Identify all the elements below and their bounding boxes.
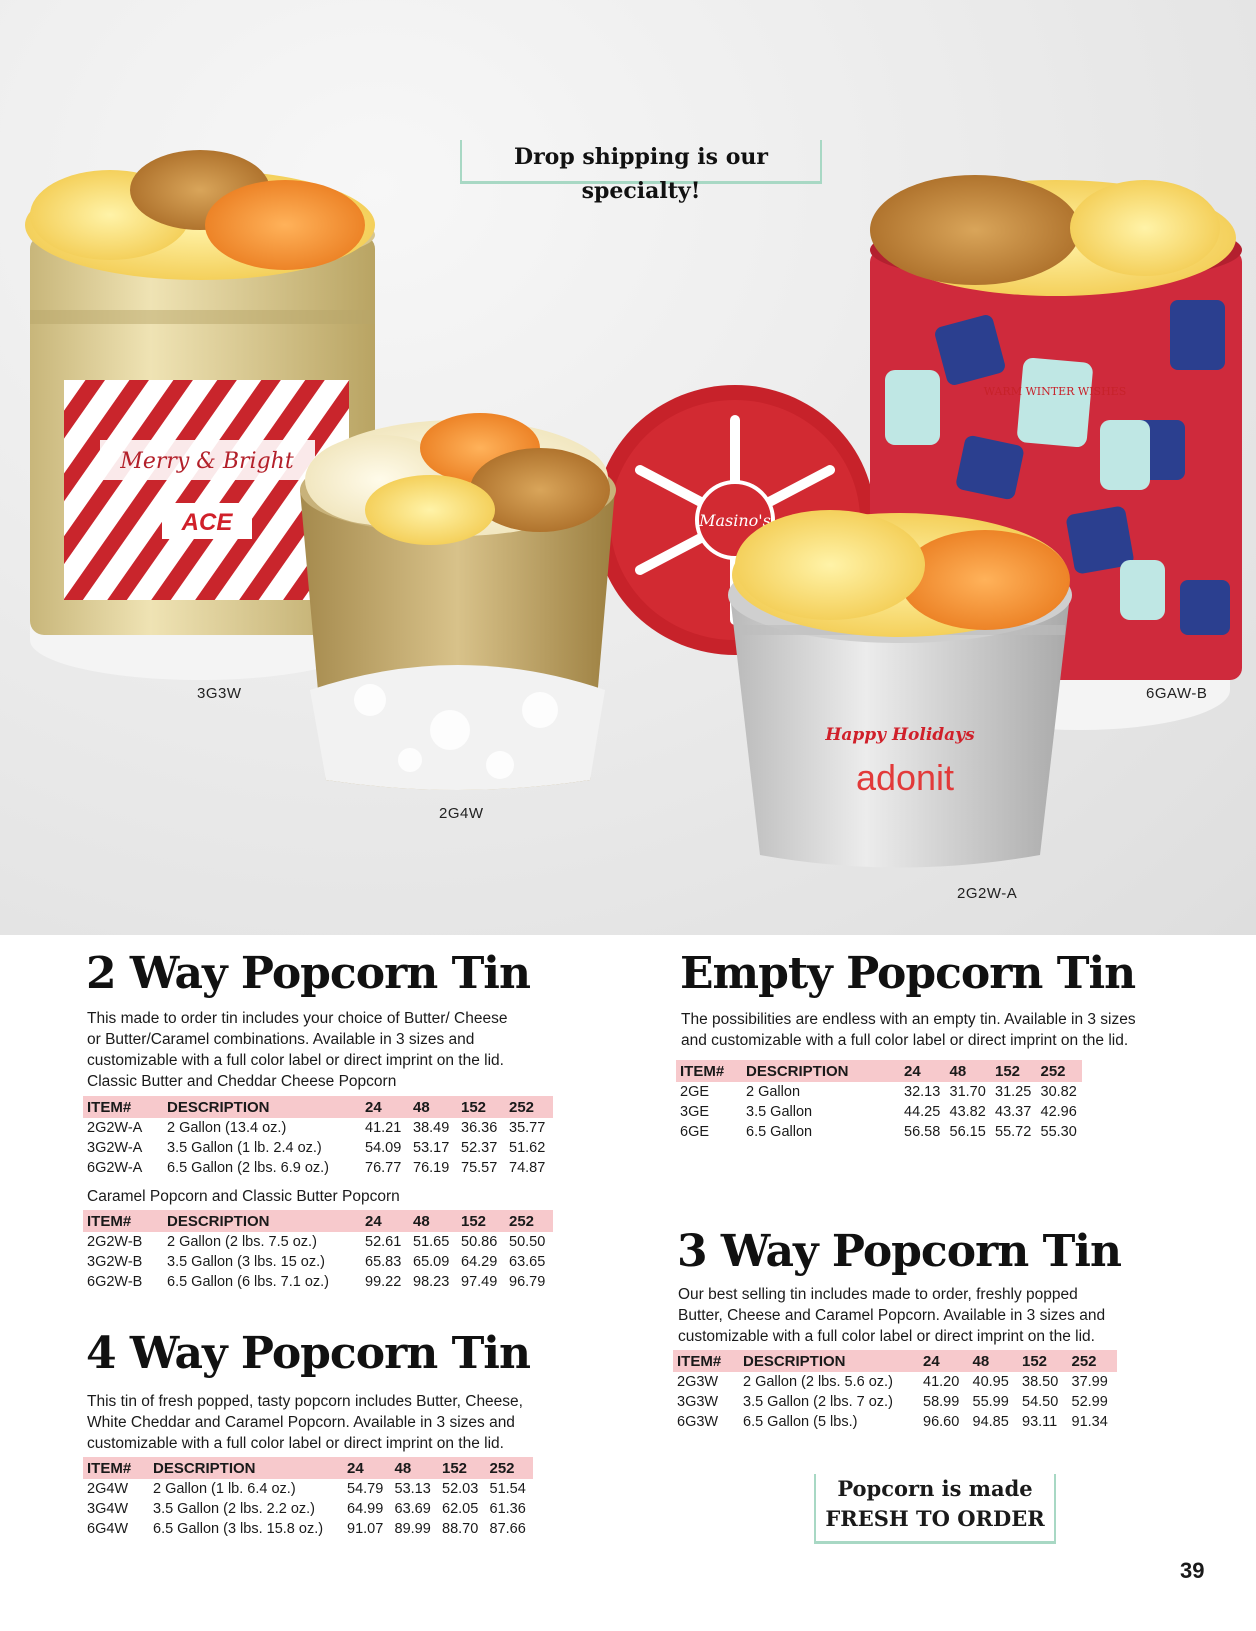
- table-row: [83, 1158, 553, 1178]
- item-number: 2G4W: [87, 1481, 129, 1497]
- col-header: 24: [919, 1350, 969, 1372]
- item-description: 6.5 Gallon: [746, 1124, 813, 1140]
- price: 62.05: [442, 1501, 479, 1517]
- caption-2g4w: 2G4W: [439, 805, 484, 822]
- item-number: 2G3W: [677, 1374, 719, 1390]
- price: 37.99: [1071, 1374, 1108, 1390]
- price: 64.29: [461, 1254, 498, 1270]
- item-number: 6G4W: [87, 1521, 129, 1537]
- table-row: [676, 1082, 1082, 1102]
- price: 54.50: [1022, 1394, 1059, 1410]
- col-header: 48: [409, 1210, 457, 1232]
- price: 96.79: [509, 1274, 546, 1290]
- two-way-desc-line: customizable with a full color label or direct imprint on the lid.: [87, 1052, 504, 1069]
- col-header: 48: [969, 1350, 1019, 1372]
- empty-tin-table: [676, 1060, 1082, 1142]
- three-way-desc-line: Butter, Cheese and Caramel Popcorn. Available in 3 sizes and: [678, 1307, 1106, 1324]
- item-description: 3.5 Gallon (1 lb. 2.4 oz.): [167, 1140, 322, 1156]
- four-way-description: [87, 1391, 607, 1454]
- price: 52.37: [461, 1140, 498, 1156]
- table-row: [83, 1232, 553, 1252]
- price: 94.85: [972, 1414, 1009, 1430]
- item-description: 2 Gallon (2 lbs. 7.5 oz.): [167, 1234, 317, 1250]
- price: 65.83: [365, 1254, 402, 1270]
- price: 61.36: [489, 1501, 526, 1517]
- item-number: 3G2W-A: [87, 1140, 143, 1156]
- table-row: [83, 1479, 533, 1499]
- item-description: 2 Gallon (1 lb. 6.4 oz.): [153, 1481, 296, 1497]
- price: 91.34: [1071, 1414, 1108, 1430]
- masino-logo: Masino's: [699, 511, 771, 530]
- price: 43.37: [995, 1104, 1032, 1120]
- item-number: 6G2W-B: [87, 1274, 143, 1290]
- price: 76.19: [413, 1160, 450, 1176]
- col-header: ITEM#: [673, 1350, 739, 1372]
- caption-6gaw-b: 6GAW-B: [1146, 685, 1208, 702]
- three-way-title: 3 Way Popcorn Tin: [677, 1226, 1122, 1277]
- col-header: ITEM#: [83, 1210, 163, 1232]
- item-description: 6.5 Gallon (3 lbs. 15.8 oz.): [153, 1521, 324, 1537]
- three-way-desc-line: Our best selling tin includes made to order, freshly popped: [678, 1286, 1078, 1303]
- adonit-logo: adonit: [855, 757, 955, 798]
- item-description: 3.5 Gallon: [746, 1104, 813, 1120]
- ace-logo: ACE: [181, 509, 233, 536]
- price: 98.23: [413, 1274, 450, 1290]
- warm-winter-label: WARM WINTER WISHES: [983, 385, 1127, 398]
- page-number: 39: [1180, 1558, 1205, 1583]
- four-way-table: [83, 1457, 533, 1539]
- price: 36.36: [461, 1120, 498, 1136]
- price: 56.15: [949, 1124, 986, 1140]
- price: 40.95: [972, 1374, 1009, 1390]
- item-description: 6.5 Gallon (6 lbs. 7.1 oz.): [167, 1274, 329, 1290]
- price: 54.09: [365, 1140, 402, 1156]
- item-number: 3G2W-B: [87, 1254, 143, 1270]
- price: 32.13: [904, 1084, 941, 1100]
- two-way-table-1: [83, 1096, 553, 1178]
- col-header: 24: [343, 1457, 391, 1479]
- price: 64.99: [347, 1501, 384, 1517]
- caption-2g2w-a: 2G2W-A: [957, 885, 1018, 902]
- item-description: 3.5 Gallon (2 lbs. 7 oz.): [743, 1394, 893, 1410]
- four-way-desc-line: customizable with a full color label or direct imprint on the lid.: [87, 1435, 504, 1452]
- item-description: 6.5 Gallon (5 lbs.): [743, 1414, 858, 1430]
- fresh-line-2: FRESH TO ORDER: [825, 1506, 1045, 1531]
- price: 50.86: [461, 1234, 498, 1250]
- col-header: 48: [946, 1060, 992, 1082]
- banner-text: Drop shipping is our specialty!: [514, 144, 768, 204]
- item-number: 2GE: [680, 1084, 710, 1100]
- empty-tin-description: [681, 1009, 1241, 1051]
- col-header: 24: [361, 1096, 409, 1118]
- item-number: 2G2W-A: [87, 1120, 143, 1136]
- three-way-desc-line: customizable with a full color label or direct imprint on the lid.: [678, 1328, 1095, 1345]
- price: 38.50: [1022, 1374, 1059, 1390]
- two-way-table-2: [83, 1210, 553, 1292]
- price: 65.09: [413, 1254, 450, 1270]
- table-row: [673, 1412, 1117, 1432]
- table-row: [673, 1392, 1117, 1412]
- fresh-to-order-callout: [814, 1474, 1056, 1544]
- col-header: ITEM#: [83, 1096, 163, 1118]
- price: 50.50: [509, 1234, 546, 1250]
- col-header: 252: [505, 1096, 553, 1118]
- drop-shipping-banner: [460, 140, 822, 204]
- price: 99.22: [365, 1274, 402, 1290]
- col-header: 152: [457, 1210, 505, 1232]
- table-row: [83, 1138, 553, 1158]
- table-row: [83, 1499, 533, 1519]
- two-way-description: [87, 1008, 607, 1071]
- price: 96.60: [923, 1414, 960, 1430]
- item-number: 6G2W-A: [87, 1160, 143, 1176]
- caption-3g3w: 3G3W: [197, 685, 242, 702]
- col-header: 252: [1068, 1350, 1118, 1372]
- two-way-desc-line: This made to order tin includes your choice of Butter/ Cheese: [87, 1010, 508, 1027]
- price: 74.87: [509, 1160, 546, 1176]
- empty-desc-line: The possibilities are endless with an empty tin. Available in 3 sizes: [681, 1011, 1136, 1028]
- item-number: 3G3W: [677, 1394, 719, 1410]
- price: 41.21: [365, 1120, 402, 1136]
- two-way-desc-line: or Butter/Caramel combinations. Available in 3 sizes and: [87, 1031, 475, 1048]
- col-header: DESCRIPTION: [739, 1350, 919, 1372]
- price: 52.61: [365, 1234, 402, 1250]
- price: 43.82: [949, 1104, 986, 1120]
- price: 53.13: [394, 1481, 431, 1497]
- price: 91.07: [347, 1521, 384, 1537]
- price: 97.49: [461, 1274, 498, 1290]
- price: 55.30: [1040, 1124, 1077, 1140]
- col-header: 252: [486, 1457, 534, 1479]
- price: 51.54: [489, 1481, 526, 1497]
- price: 89.99: [394, 1521, 431, 1537]
- happy-holidays-label: Happy Holidays: [825, 725, 975, 745]
- col-header: DESCRIPTION: [163, 1096, 361, 1118]
- item-number: 6G3W: [677, 1414, 719, 1430]
- item-description: 6.5 Gallon (2 lbs. 6.9 oz.): [167, 1160, 329, 1176]
- price: 55.72: [995, 1124, 1032, 1140]
- price: 52.03: [442, 1481, 479, 1497]
- merry-bright-label: Merry & Bright: [120, 449, 294, 474]
- four-way-desc-line: This tin of fresh popped, tasty popcorn includes Butter, Cheese,: [87, 1393, 523, 1410]
- table-row: [673, 1372, 1117, 1392]
- item-description: 2 Gallon (13.4 oz.): [167, 1120, 287, 1136]
- two-way-subtitle-2: Caramel Popcorn and Classic Butter Popcorn: [87, 1188, 400, 1205]
- item-description: 3.5 Gallon (3 lbs. 15 oz.): [167, 1254, 325, 1270]
- item-number: 2G2W-B: [87, 1234, 143, 1250]
- price: 87.66: [489, 1521, 526, 1537]
- price: 55.99: [972, 1394, 1009, 1410]
- col-header: 252: [505, 1210, 553, 1232]
- price: 51.62: [509, 1140, 546, 1156]
- price: 31.25: [995, 1084, 1032, 1100]
- four-way-desc-line: White Cheddar and Caramel Popcorn. Available in 3 sizes and: [87, 1414, 515, 1431]
- empty-desc-line: and customizable with a full color label or direct imprint on the lid.: [681, 1032, 1129, 1049]
- price: 58.99: [923, 1394, 960, 1410]
- col-header: 152: [1018, 1350, 1068, 1372]
- table-row: [83, 1519, 533, 1539]
- price: 30.82: [1040, 1084, 1077, 1100]
- item-number: 6GE: [680, 1124, 710, 1140]
- col-header: DESCRIPTION: [149, 1457, 343, 1479]
- price: 35.77: [509, 1120, 546, 1136]
- price: 56.58: [904, 1124, 941, 1140]
- two-way-subtitle-1: Classic Butter and Cheddar Cheese Popcorn: [87, 1073, 397, 1090]
- table-row: [676, 1102, 1082, 1122]
- price: 31.70: [949, 1084, 986, 1100]
- three-way-table: [673, 1350, 1117, 1432]
- col-header: DESCRIPTION: [742, 1060, 900, 1082]
- empty-tin-title: Empty Popcorn Tin: [680, 948, 1136, 999]
- price: 76.77: [365, 1160, 402, 1176]
- col-header: ITEM#: [83, 1457, 149, 1479]
- table-row: [83, 1272, 553, 1292]
- fresh-line-1: Popcorn is made: [837, 1476, 1033, 1501]
- col-header: 48: [391, 1457, 439, 1479]
- price: 38.49: [413, 1120, 450, 1136]
- price: 75.57: [461, 1160, 498, 1176]
- table-row: [83, 1252, 553, 1272]
- price: 52.99: [1071, 1394, 1108, 1410]
- price: 54.79: [347, 1481, 384, 1497]
- item-number: 3GE: [680, 1104, 710, 1120]
- price: 53.17: [413, 1140, 450, 1156]
- price: 93.11: [1022, 1414, 1058, 1430]
- col-header: 152: [991, 1060, 1037, 1082]
- col-header: DESCRIPTION: [163, 1210, 361, 1232]
- col-header: 252: [1037, 1060, 1083, 1082]
- price: 42.96: [1040, 1104, 1077, 1120]
- col-header: 24: [361, 1210, 409, 1232]
- col-header: 48: [409, 1096, 457, 1118]
- price: 63.69: [394, 1501, 431, 1517]
- three-way-description: [678, 1284, 1238, 1347]
- table-row: [676, 1122, 1082, 1142]
- item-description: 2 Gallon: [746, 1084, 801, 1100]
- col-header: ITEM#: [676, 1060, 742, 1082]
- col-header: 152: [438, 1457, 486, 1479]
- item-description: 2 Gallon (2 lbs. 5.6 oz.): [743, 1374, 893, 1390]
- item-number: 3G4W: [87, 1501, 129, 1517]
- price: 63.65: [509, 1254, 546, 1270]
- price: 51.65: [413, 1234, 450, 1250]
- col-header: 24: [900, 1060, 946, 1082]
- price: 41.20: [923, 1374, 960, 1390]
- col-header: 152: [457, 1096, 505, 1118]
- item-description: 3.5 Gallon (2 lbs. 2.2 oz.): [153, 1501, 315, 1517]
- price: 88.70: [442, 1521, 479, 1537]
- four-way-title: 4 Way Popcorn Tin: [86, 1328, 531, 1379]
- table-row: [83, 1118, 553, 1138]
- two-way-title: 2 Way Popcorn Tin: [86, 948, 531, 999]
- price: 44.25: [904, 1104, 941, 1120]
